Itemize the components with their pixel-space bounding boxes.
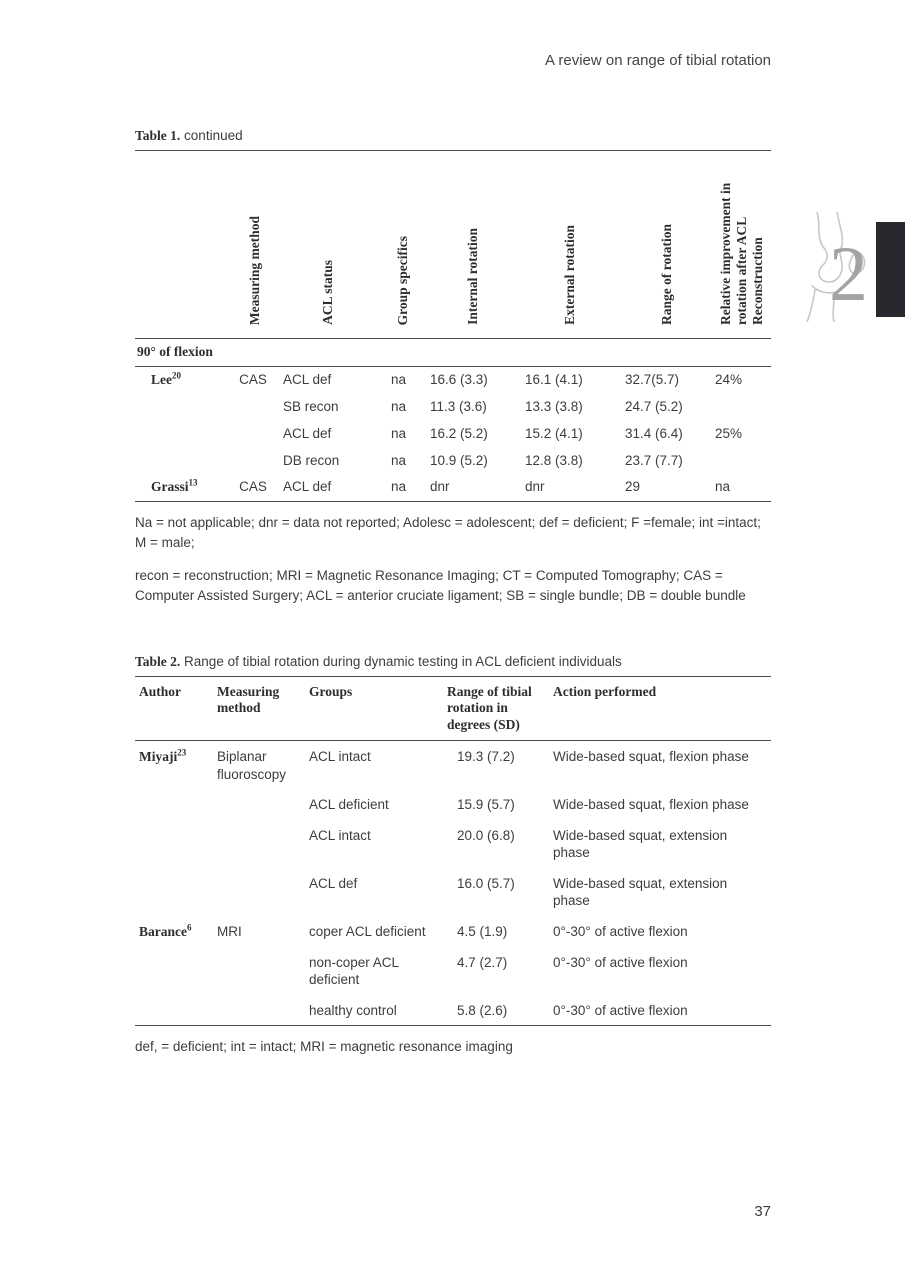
knee-illustration <box>803 212 881 322</box>
running-header: A review on range of tibial rotation <box>545 52 771 69</box>
measuring-method-cell <box>235 394 275 421</box>
author-cell <box>135 820 213 868</box>
author-name: Miyaji <box>139 749 178 765</box>
table1-author-header <box>135 151 235 339</box>
table-row <box>135 394 771 421</box>
group-specifics-cell: na <box>391 398 407 414</box>
acl-status-cell: ACL def <box>283 425 332 441</box>
table-row <box>135 947 771 995</box>
table-row <box>135 421 771 448</box>
chapter-marker <box>803 212 905 322</box>
measuring-method-cell <box>213 820 305 868</box>
author-cell <box>135 366 235 393</box>
author-name: Lee <box>151 371 172 387</box>
range-of-rotation-cell: 24.7 (5.2) <box>625 398 683 414</box>
table2-footnote: def, = deficient; int = intact; MRI = magnetic resonance imaging <box>135 1039 513 1055</box>
measuring-method-cell <box>235 448 275 475</box>
acl-status-cell: ACL def <box>283 371 332 387</box>
action-cell: Wide-based squat, extension phase <box>553 827 728 861</box>
range-cell: 4.5 (1.9) <box>457 923 508 939</box>
measuring-method-cell <box>213 947 305 995</box>
external-rotation-cell: 16.1 (4.1) <box>525 371 583 387</box>
column-header-external-rotation: External rotation <box>562 225 578 325</box>
table-row <box>135 820 771 868</box>
improvement-cell: na <box>713 474 771 501</box>
table1 <box>135 150 771 502</box>
measuring-method-cell: MRI <box>217 923 242 939</box>
group-specifics-cell: na <box>380 474 425 501</box>
author-cell <box>135 421 235 448</box>
internal-rotation-cell: dnr <box>425 474 520 501</box>
acl-status-cell: DB recon <box>283 452 340 468</box>
group-cell: ACL intact <box>309 749 371 765</box>
table-row <box>135 474 771 501</box>
author-cell <box>135 474 235 501</box>
external-rotation-cell: 15.2 (4.1) <box>525 425 583 441</box>
external-rotation-cell: 12.8 (3.8) <box>525 452 583 468</box>
range-cell: 20.0 (6.8) <box>457 827 515 843</box>
range-cell: 16.0 (5.7) <box>457 875 515 891</box>
author-cell <box>135 394 235 421</box>
improvement-cell <box>713 394 771 421</box>
author-cell <box>135 789 213 820</box>
improvement-cell <box>713 448 771 475</box>
table2 <box>135 676 771 1027</box>
group-cell: non-coper ACL deficient <box>309 954 399 988</box>
author-cell <box>135 868 213 916</box>
author-cell <box>135 916 213 947</box>
table1-label: Table 1. <box>135 128 181 143</box>
range-cell: 15.9 (5.7) <box>457 797 515 813</box>
table2-label: Table 2. <box>135 653 181 669</box>
measuring-method-cell: CAS <box>235 474 275 501</box>
action-cell: 0°-30° of active flexion <box>553 923 688 939</box>
acl-status-cell: ACL def <box>275 474 380 501</box>
column-header-range-of-rotation: Range of rotation <box>658 224 674 325</box>
table2-header-row <box>135 676 771 741</box>
citation-superscript: 6 <box>187 922 192 933</box>
table-row <box>135 916 771 947</box>
page-number: 37 <box>754 1203 771 1220</box>
measuring-method-cell <box>213 995 305 1026</box>
table2-caption-text: Range of tibial rotation during dynamic testing in ACL deficient individuals <box>184 653 622 669</box>
measuring-method-cell <box>213 789 305 820</box>
citation-superscript: 13 <box>188 477 198 488</box>
external-rotation-cell: dnr <box>520 474 620 501</box>
table-row <box>135 448 771 475</box>
group-cell: ACL intact <box>309 827 371 843</box>
measuring-method-cell <box>213 868 305 916</box>
author-cell <box>135 995 213 1026</box>
improvement-cell: 24% <box>715 371 743 387</box>
author-name: Barance <box>139 923 187 939</box>
group-cell: ACL def <box>309 875 358 891</box>
table2-caption <box>135 654 771 670</box>
column-header-groups: Groups <box>305 676 443 741</box>
column-header-measuring-method: Measuring method <box>247 215 263 325</box>
measuring-method-cell: CAS <box>239 371 267 387</box>
column-header-internal-rotation: Internal rotation <box>464 228 480 325</box>
group-specifics-cell: na <box>391 452 407 468</box>
column-header-author: Author <box>135 676 213 741</box>
range-of-rotation-cell: 29 <box>620 474 713 501</box>
group-cell: coper ACL deficient <box>309 923 426 939</box>
citation-superscript: 20 <box>172 370 181 381</box>
table1-label-suffix: continued <box>184 128 243 143</box>
column-header-group-specifics: Group specifics <box>394 235 410 325</box>
column-header-relative-improvement: Relative improvement in rotation after ACL Reconstruction <box>718 182 765 325</box>
table-row <box>135 868 771 916</box>
table1-section-row <box>135 339 771 367</box>
column-header-measuring-method: Measuring method <box>213 676 305 741</box>
author-cell <box>135 947 213 995</box>
page-content <box>135 128 771 1057</box>
chapter-tab-bar <box>876 222 905 317</box>
table-row <box>135 366 771 393</box>
author-cell <box>135 741 213 790</box>
range-cell: 4.7 (2.7) <box>457 954 508 970</box>
chapter-number: 2 <box>829 230 868 317</box>
citation-superscript: 23 <box>177 747 187 758</box>
internal-rotation-cell: 16.2 (5.2) <box>430 425 488 441</box>
table1-footnote-1: Na = not applicable; dnr = data not reported; Adolesc = adolescent; def = deficient; F =female; int =intact; M = male; <box>135 515 761 550</box>
measuring-method-cell: Biplanar fluoroscopy <box>217 749 287 782</box>
action-cell: Wide-based squat, flexion phase <box>553 749 749 765</box>
action-cell: 0°-30° of active flexion <box>549 995 771 1026</box>
range-of-rotation-cell: 32.7(5.7) <box>625 371 680 387</box>
action-cell: Wide-based squat, extension phase <box>553 875 728 909</box>
column-header-acl-status: ACL status <box>319 260 335 325</box>
column-header-action: Action performed <box>549 676 771 741</box>
section-label: 90° of flexion <box>135 339 771 367</box>
table1-caption <box>135 128 771 144</box>
improvement-cell: 25% <box>715 425 743 441</box>
table1-header-row <box>135 151 771 339</box>
internal-rotation-cell: 16.6 (3.3) <box>430 371 488 387</box>
table1-footnote-2: recon = reconstruction; MRI = Magnetic Resonance Imaging; CT = Computed Tomography; CAS = Computer Assisted Surgery; ACL = anterior cruciate ligament; SB = single bundle; DB = double bundle <box>135 568 746 603</box>
measuring-method-cell <box>235 421 275 448</box>
range-cell: 5.8 (2.6) <box>443 995 549 1026</box>
acl-status-cell: SB recon <box>283 398 339 414</box>
table2-block <box>135 654 771 1057</box>
column-header-range: Range of tibial rotation in degrees (SD) <box>443 676 549 741</box>
group-cell: healthy control <box>305 995 443 1026</box>
action-cell: 0°-30° of active flexion <box>553 954 688 970</box>
range-cell: 19.3 (7.2) <box>457 749 515 765</box>
table-row <box>135 789 771 820</box>
internal-rotation-cell: 11.3 (3.6) <box>430 398 487 414</box>
action-cell: Wide-based squat, flexion phase <box>553 797 749 813</box>
author-cell <box>135 448 235 475</box>
range-of-rotation-cell: 31.4 (6.4) <box>625 425 683 441</box>
group-specifics-cell: na <box>391 371 407 387</box>
table-row <box>135 741 771 790</box>
external-rotation-cell: 13.3 (3.8) <box>525 398 583 414</box>
internal-rotation-cell: 10.9 (5.2) <box>430 452 488 468</box>
group-specifics-cell: na <box>391 425 407 441</box>
group-cell: ACL deficient <box>309 797 389 813</box>
author-name: Grassi <box>151 479 189 495</box>
range-of-rotation-cell: 23.7 (7.7) <box>625 452 683 468</box>
table-row <box>135 995 771 1026</box>
